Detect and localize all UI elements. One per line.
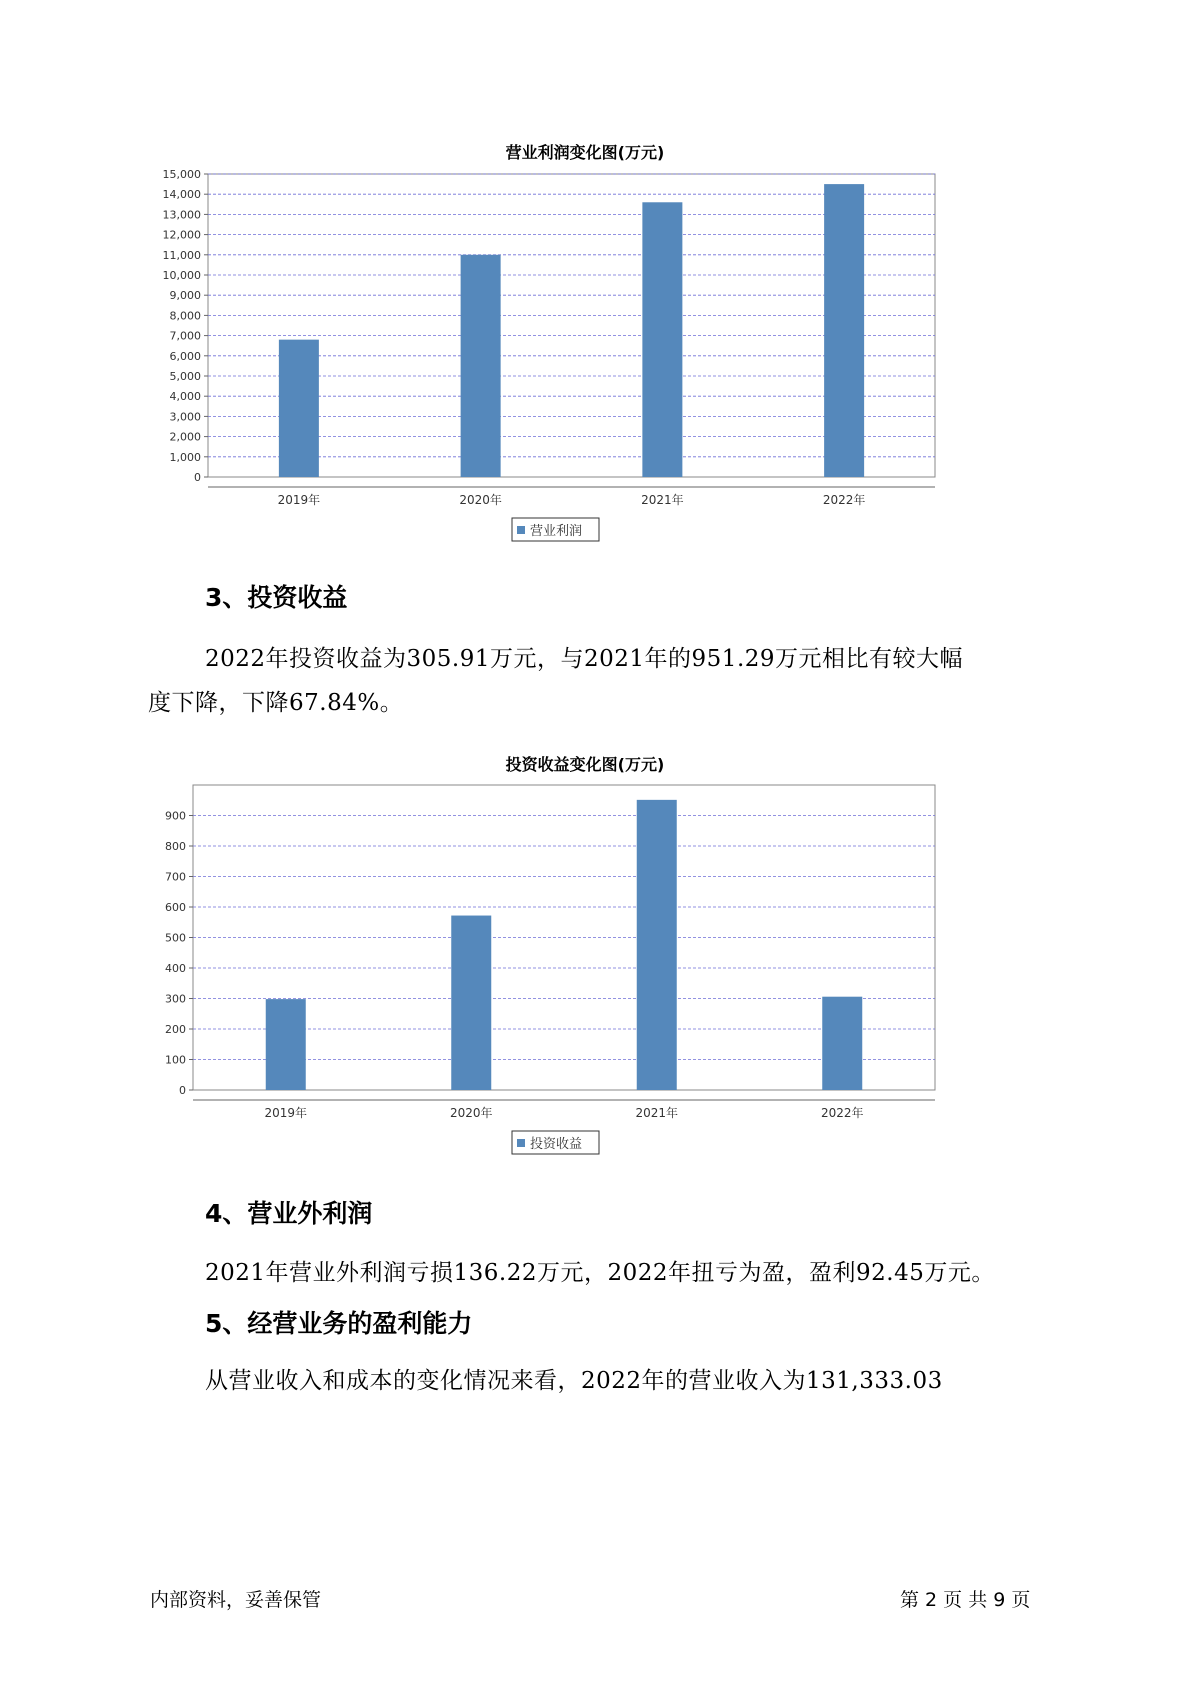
section-5-line-1: 从营业收入和成本的变化情况来看，2022年的营业收入为131,333.03 bbox=[205, 1368, 943, 1394]
section-4-line-1: 2021年营业外利润亏损136.22万元，2022年扭亏为盈，盈利92.45万元。 bbox=[205, 1260, 995, 1286]
y-tick-label: 6,000 bbox=[169, 349, 201, 363]
y-tick-label: 500 bbox=[165, 931, 186, 945]
investment-income-chart bbox=[150, 752, 1020, 1172]
y-tick-label: 3,000 bbox=[169, 410, 201, 424]
y-tick-label: 9,000 bbox=[169, 289, 201, 303]
y-tick-label: 13,000 bbox=[162, 208, 201, 222]
x-tick-label: 2019年 bbox=[264, 1106, 308, 1120]
chart-title: 营业利润变化图(万元) bbox=[505, 143, 665, 162]
legend-label: 营业利润 bbox=[530, 524, 583, 539]
section-3-line-2: 度下降，下降67.84%。 bbox=[148, 690, 404, 716]
y-tick-label: 15,000 bbox=[162, 168, 201, 181]
y-tick-label: 300 bbox=[165, 992, 186, 1006]
section-4-title: 4、营业外利润 bbox=[205, 1199, 373, 1228]
x-tick-label: 2022年 bbox=[820, 1106, 864, 1120]
y-tick-label: 100 bbox=[165, 1053, 186, 1067]
bar bbox=[266, 999, 306, 1090]
legend-label: 投资收益 bbox=[530, 1137, 583, 1152]
x-tick-label: 2020年 bbox=[449, 1106, 493, 1120]
y-tick-label: 10,000 bbox=[162, 269, 201, 282]
bar bbox=[461, 255, 501, 477]
section-3-title: 3、投资收益 bbox=[205, 583, 348, 612]
y-tick-label: 11,000 bbox=[162, 248, 201, 262]
y-tick-label: 700 bbox=[165, 870, 186, 884]
x-tick-label: 2021年 bbox=[641, 493, 684, 507]
bar bbox=[279, 340, 319, 477]
chart-svg bbox=[150, 752, 1020, 1172]
y-tick-label: 5,000 bbox=[169, 370, 201, 383]
operating-profit-chart bbox=[150, 140, 1020, 560]
footer-right: 第 2 页 共 9 页 bbox=[900, 1589, 1031, 1611]
x-tick-label: 2022年 bbox=[822, 493, 866, 507]
section-3-line-1: 2022年投资收益为305.91万元，与2021年的951.29万元相比有较大幅 bbox=[205, 646, 964, 672]
y-tick-label: 2,000 bbox=[169, 430, 201, 444]
bar bbox=[642, 202, 682, 477]
chart-svg bbox=[150, 140, 1020, 560]
y-tick-label: 900 bbox=[165, 809, 186, 823]
x-tick-label: 2019年 bbox=[277, 493, 321, 507]
y-tick-label: 600 bbox=[165, 901, 186, 914]
bar bbox=[451, 916, 491, 1090]
y-tick-label: 0 bbox=[179, 1084, 186, 1097]
x-tick-label: 2020年 bbox=[459, 493, 502, 507]
legend-swatch bbox=[517, 1139, 525, 1147]
y-tick-label: 1,000 bbox=[169, 450, 201, 464]
y-tick-label: 14,000 bbox=[162, 188, 201, 202]
legend-swatch bbox=[517, 526, 525, 534]
y-tick-label: 12,000 bbox=[162, 228, 201, 242]
y-tick-label: 4,000 bbox=[169, 390, 201, 404]
y-tick-label: 400 bbox=[165, 962, 186, 975]
y-tick-label: 200 bbox=[165, 1023, 186, 1036]
bar bbox=[824, 184, 864, 477]
bar bbox=[822, 997, 862, 1090]
y-tick-label: 7,000 bbox=[169, 329, 201, 343]
chart-title: 投资收益变化图(万元) bbox=[505, 755, 665, 774]
bar bbox=[637, 800, 677, 1090]
y-tick-label: 800 bbox=[165, 840, 186, 853]
y-tick-label: 8,000 bbox=[169, 309, 201, 323]
section-5-title: 5、经营业务的盈利能力 bbox=[205, 1309, 473, 1338]
y-tick-label: 0 bbox=[194, 471, 201, 484]
x-tick-label: 2021年 bbox=[635, 1106, 679, 1120]
footer-left: 内部资料，妥善保管 bbox=[150, 1589, 322, 1611]
